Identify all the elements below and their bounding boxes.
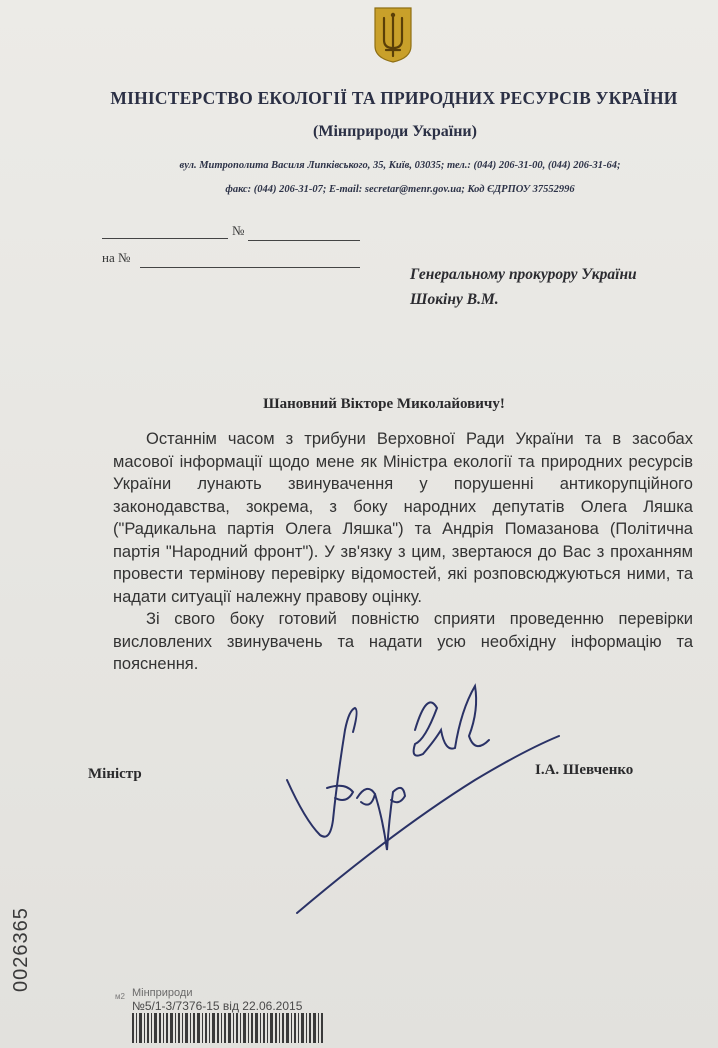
reply-number-line xyxy=(140,267,360,268)
trident-icon xyxy=(372,6,414,64)
letter-body xyxy=(113,428,693,676)
contacts-line: факс: (044) 206-31-07; E-mail: secretar@menr.gov.ua; Код ЄДРПОУ 37552996 xyxy=(225,184,575,195)
signer-role: Міністр xyxy=(88,766,142,782)
body-paragraph: Останнім часом з трибуни Верховної Ради України та в засобах масової інформації щодо мене як Міністра екології та природних ресурсів України лунають звинувачення у порушенні антикорупційного законодавства, зокрема, з боку народних депутатів Олега Ляшка ("Радикальна партія Олега Ляшка") та Андрія Помазанова (Політична партія "Народний фронт"). У зв'язку з цим, звертаюся до Вас з проханням провести термінову перевірку відомостей, які розповсюджуються ними, та надати ситуації належну правову оцінку. xyxy=(113,430,693,606)
body-paragraph: Зі свого боку готовий повністю сприяти проведенню перевірки висловлених звинувачень та надати усю необхідну інформацію та пояснення. xyxy=(113,610,693,673)
handwritten-signature xyxy=(275,670,565,920)
recipient-title: Генеральному прокурору України xyxy=(410,266,637,283)
number-label: № xyxy=(232,223,245,238)
number-line xyxy=(248,240,360,241)
address-line: вул. Митрополита Василя Липківського, 35, Київ, 03035; тел.: (044) 206-31-00, (044) 206-31-64; xyxy=(179,160,621,171)
document-serial-number: 0026365 xyxy=(10,907,32,992)
greeting: Шановний Вікторе Миколайовичу! xyxy=(263,396,505,412)
recipient-name: Шокіну В.М. xyxy=(410,291,499,308)
registration-stamp: №5/1-3/7376-15 від 22.06.2015 xyxy=(132,999,303,1013)
date-line xyxy=(102,238,228,239)
reply-number-label: на № xyxy=(102,250,131,265)
ministry-short-name: (Мінприроди України) xyxy=(313,123,477,140)
signer-name: І.А. Шевченко xyxy=(535,762,634,778)
stamp-organization: Мінприроди xyxy=(132,987,193,999)
stamp-label: м2 xyxy=(115,992,125,1001)
barcode-icon xyxy=(132,1013,332,1043)
ministry-name: МІНІСТЕРСТВО ЕКОЛОГІЇ ТА ПРИРОДНИХ РЕСУРСІВ УКРАЇНИ xyxy=(110,88,678,108)
